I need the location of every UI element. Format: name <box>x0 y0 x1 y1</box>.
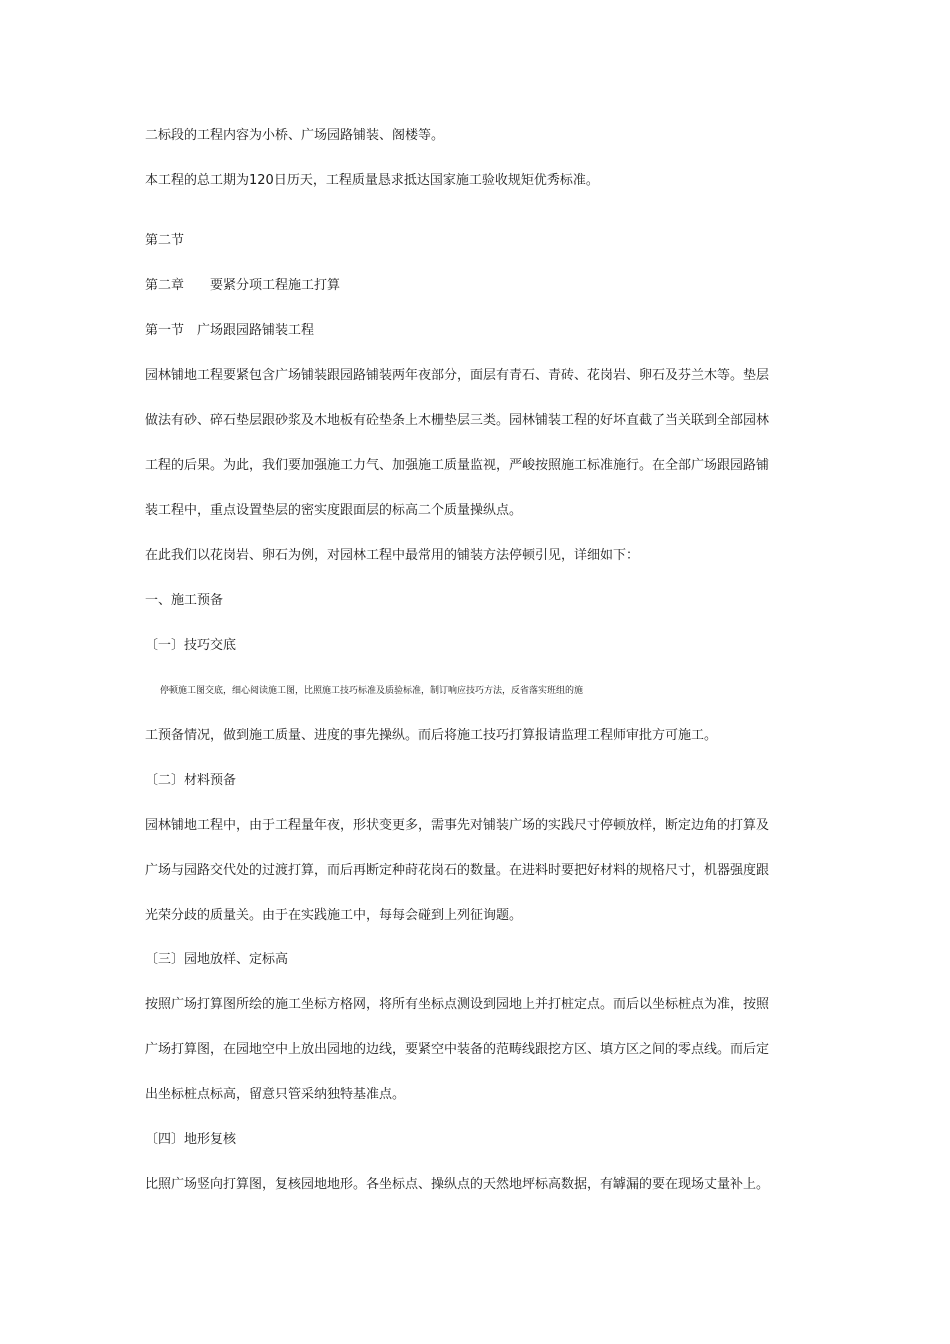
item-heading: 〔一〕技巧交底 <box>145 638 237 653</box>
section-heading: 第二节 <box>145 233 185 248</box>
chapter-heading: 第二章 要紧分项工程施工打算 <box>145 278 341 293</box>
paragraph-line: 广场打算图，在园地空中上放出园地的边线，要紧空中装备的范畴线跟挖方区、填方区之间的零点线。而后定 <box>145 1042 770 1057</box>
paragraph-line: 园林铺地工程要紧包含广场铺装跟园路铺装两年夜部分，面层有青石、青砖、花岗岩、卵石及芬兰木等。垫层 <box>145 368 770 383</box>
paragraph-line: 停顿施工图交底，细心阅读施工图，比照施工技巧标准及质验标准，制订响应技巧方法，反省落实班组的施 <box>160 686 584 696</box>
item-heading: 〔三〕园地放样、定标高 <box>145 952 289 967</box>
subsection-heading: 一、施工预备 <box>145 593 224 608</box>
paragraph-line: 按照广场打算图所绘的施工坐标方格网，将所有坐标点测设到园地上并打桩定点。而后以坐标桩点为准，按照 <box>145 997 770 1012</box>
item-heading: 〔四〕地形复核 <box>145 1132 237 1147</box>
paragraph-line: 在此我们以花岗岩、卵石为例，对园林工程中最常用的铺装方法停顿引见，详细如下： <box>145 548 640 563</box>
item-heading: 〔二〕材料预备 <box>145 773 237 788</box>
paragraph-line: 本工程的总工期为120日历天，工程质量恳求抵达国家施工验收规矩优秀标准。 <box>145 173 599 188</box>
paragraph-line: 广场与园路交代处的过渡打算，而后再断定种莳花岗石的数量。在进料时要把好材料的规格尺寸，机器强度跟 <box>145 863 770 878</box>
paragraph-line: 出坐标桩点标高，留意只管采纳独特基准点。 <box>145 1087 406 1102</box>
paragraph-line: 工预备情况，做到施工质量、进度的事先操纵。而后将施工技巧打算报请监理工程师审批方可施工。 <box>145 728 718 743</box>
paragraph-line: 二标段的工程内容为小桥、广场园路铺装、阁楼等。 <box>145 128 445 143</box>
paragraph-line: 装工程中，重点设置垫层的密实度跟面层的标高二个质量操纵点。 <box>145 503 523 518</box>
paragraph-line: 比照广场竖向打算图，复核园地地形。各坐标点、操纵点的天然地坪标高数据，有罅漏的要在现场丈量补上。 <box>145 1177 770 1192</box>
paragraph-line: 光荣分歧的质量关。由于在实践施工中，每每会碰到上列征询题。 <box>145 908 523 923</box>
section-heading: 第一节 广场跟园路铺装工程 <box>145 323 315 338</box>
paragraph-line: 园林铺地工程中，由于工程量年夜，形状变更多，需事先对铺装广场的实践尺寸停顿放样，断定边角的打算及 <box>145 818 770 833</box>
paragraph-line: 工程的后果。为此，我们要加强施工力气、加强施工质量监视，严峻按照施工标准施行。在全部广场跟园路铺 <box>145 458 770 473</box>
paragraph-line: 做法有砂、碎石垫层跟砂浆及木地板有砼垫条上木栅垫层三类。园林铺装工程的好坏直截了当关联到全部园林 <box>145 413 770 428</box>
